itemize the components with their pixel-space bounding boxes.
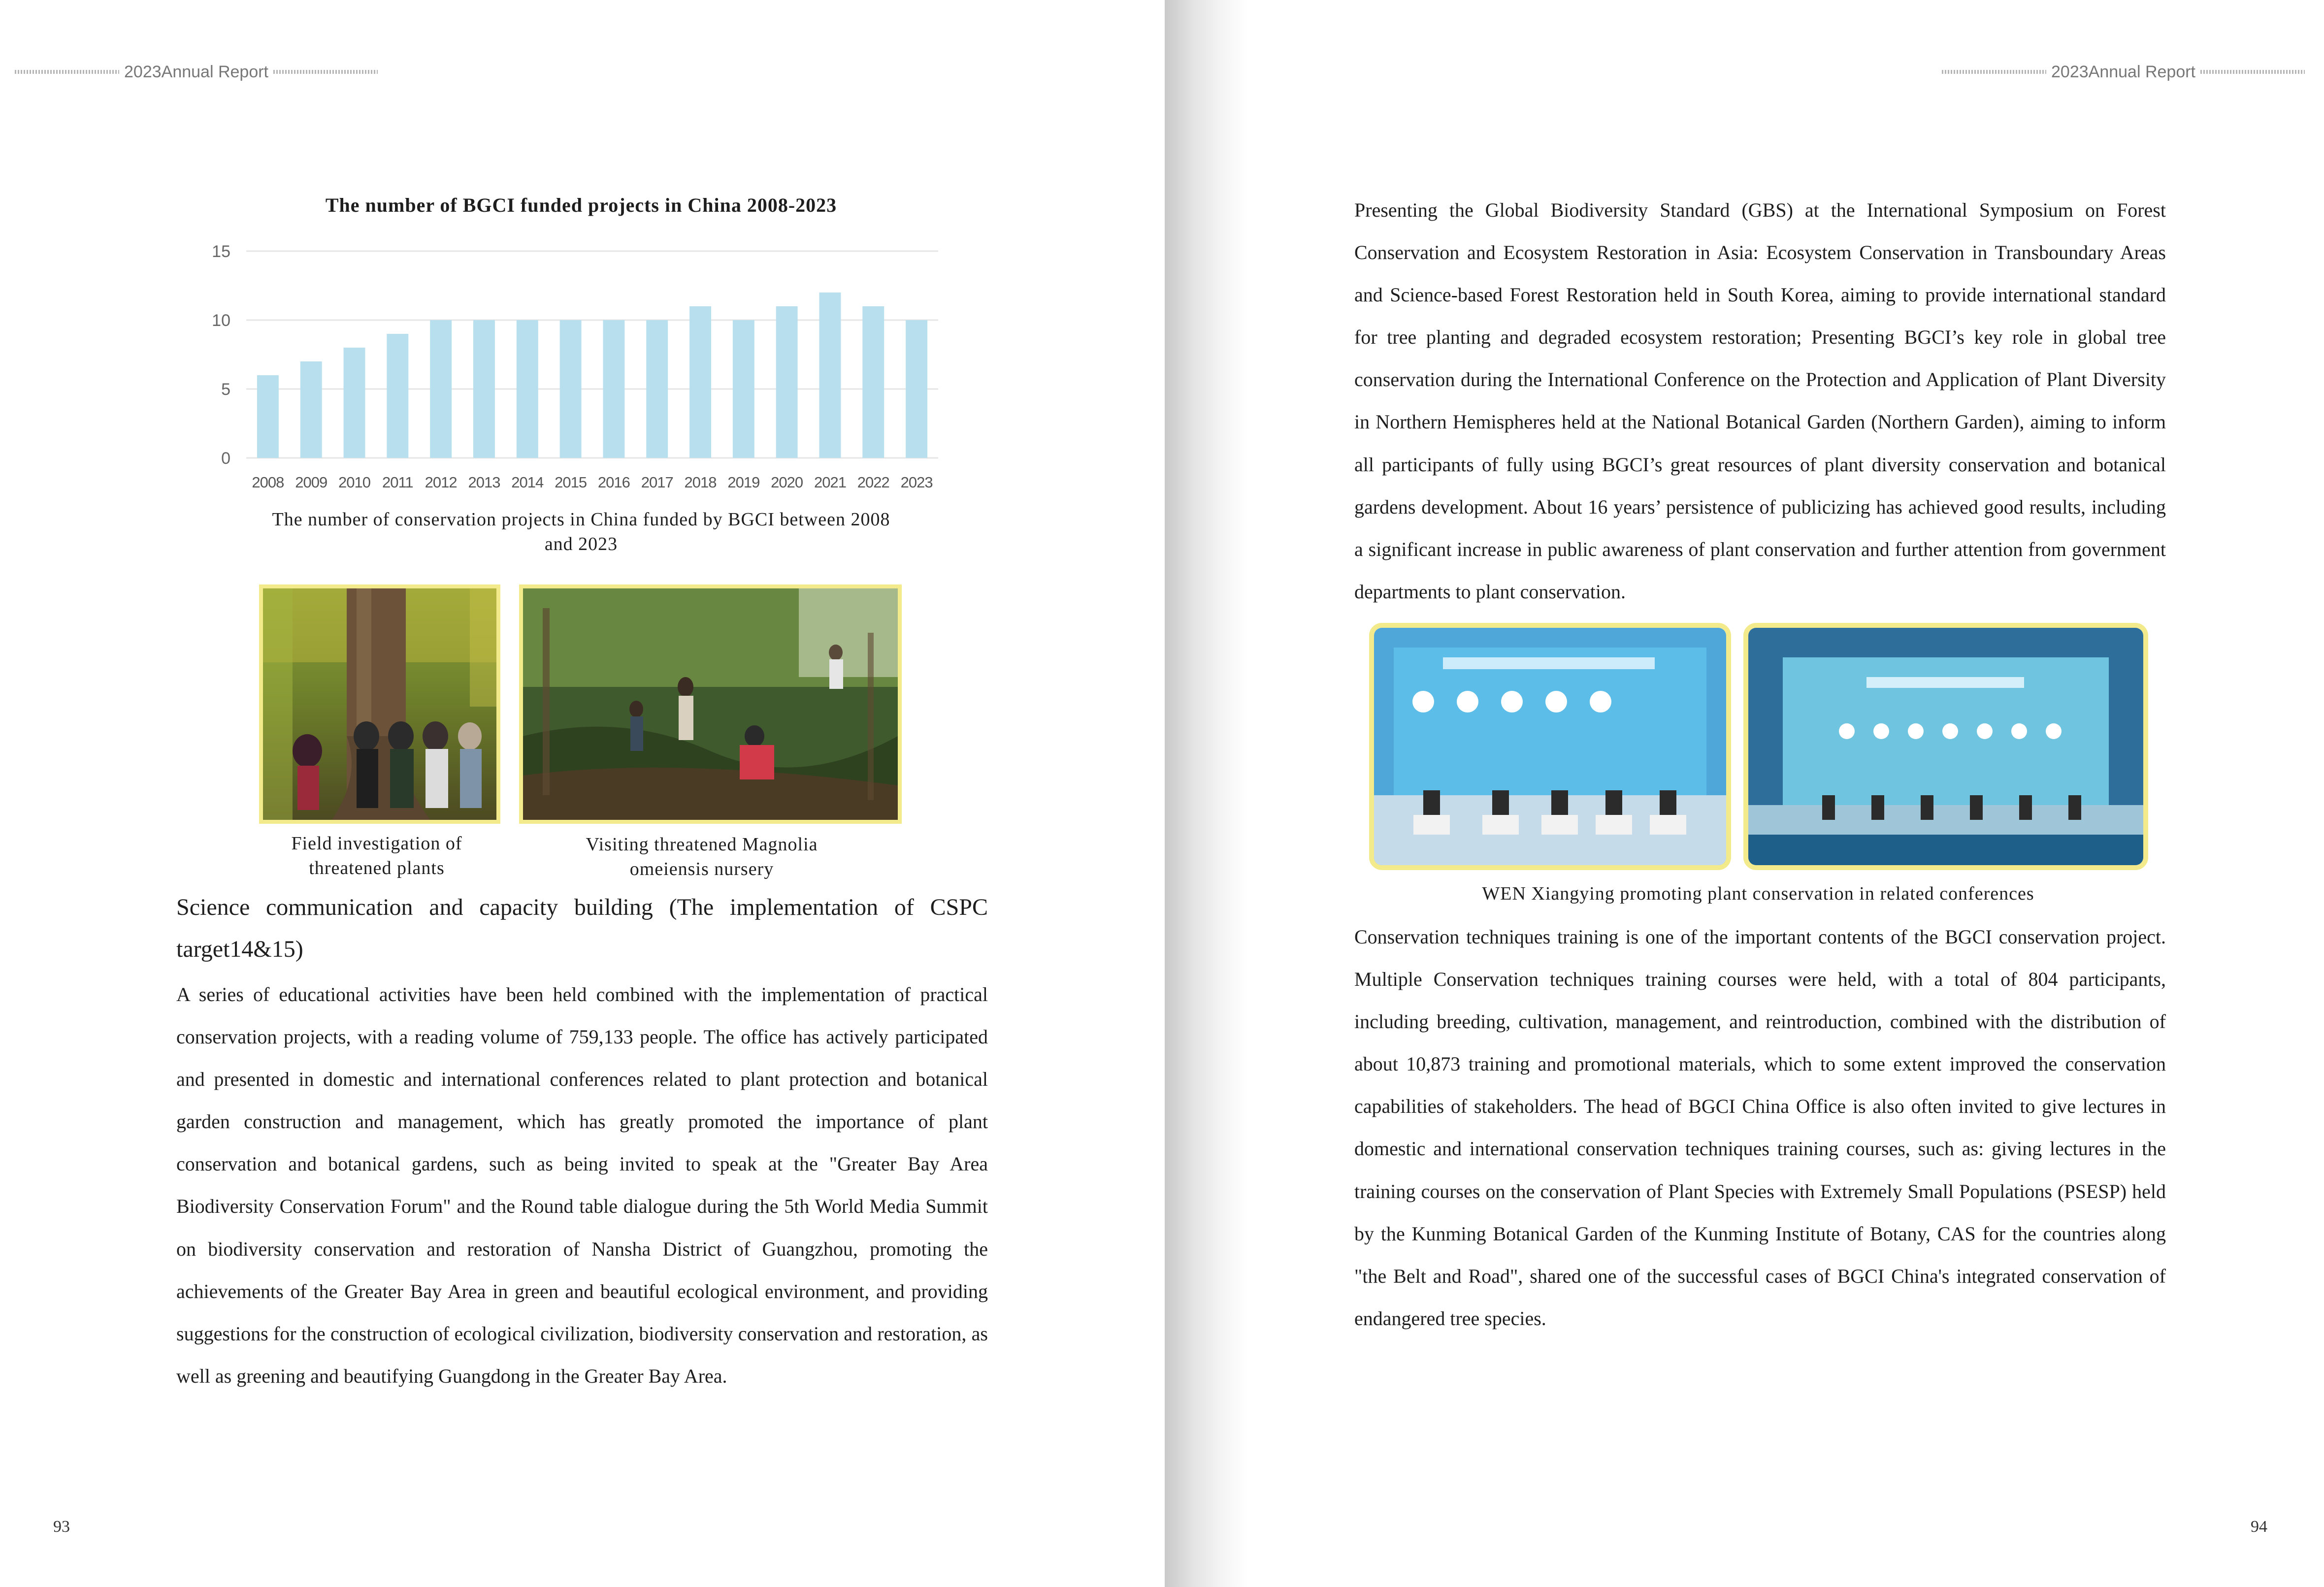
bar-2022 (862, 306, 884, 458)
x-tick-label: 2009 (295, 474, 327, 491)
body-paragraph: Presenting the Global Biodiversity Standard (GBS) at the International Symposium on Forest Conservation and Ecosystem Restoration in Asia: Ecosystem Conservation in Transboundary Areas and Science-based Forest Restoration held in South Korea, aiming to provide international standard for tree planting and degraded ecosystem restoration; Presenting BGCI’s key role in global tree conservation during the International Conference on the Protection and Application of Plant Diversity in Northern Hemispheres held at the National Botanical Garden (Northern Garden), aiming to inform all participants of fully using BGCI’s great resources of plant diversity conservation and botanical gardens development. About 16 years’ persistence of publicizing has achieved good results, including a significant increase in public awareness of plant conservation and further attention from government departments to plant conservation. (1354, 199, 2166, 603)
section-heading: Science communication and capacity building (The implementation of CSPC target14&15) (176, 894, 988, 962)
forest-hillside-image (523, 588, 898, 820)
y-tick-label: 10 (212, 311, 230, 330)
x-tick-label: 2021 (814, 474, 846, 491)
photo-caption-field: Field investigation of threatened plants (291, 833, 462, 878)
x-tick-label: 2018 (684, 474, 717, 491)
x-tick-label: 2015 (555, 474, 587, 491)
page-number: 93 (53, 1518, 70, 1536)
running-head (1942, 61, 2305, 83)
bar-2018 (689, 306, 711, 458)
photo-caption-conferences: WEN Xiangying promoting plant conservation in related conferences (1482, 883, 2034, 904)
bar-2010 (344, 348, 365, 458)
x-tick-label: 2011 (382, 474, 413, 491)
chart-title: The number of BGCI funded projects in China 2008-2023 (325, 194, 837, 216)
bar-2020 (776, 306, 798, 458)
y-tick-label: 5 (221, 380, 230, 399)
body-paragraph: Conservation techniques training is one of the important contents of the BGCI conservation project. Multiple Conservation techniques training courses were held, with a total of 804 participants, including breeding, cultivation, management, and reintroduction, combined with the distribution of about 10,873 training and promotional materials, which to some extent improved the conservation capabilities of stakeholders. The head of BGCI China Office is also often invited to give lectures in domestic and international conservation techniques training courses, such as: giving lectures in the training courses on the conservation of Plant Species with Extremely Small Populations (PSESP) held by the Kunming Botanical Garden of the Kunming Institute of Botany, CAS for the countries along "the Belt and Road", shared one of the successful cases of BGCI China's integrated conservation of endangered tree species. (1354, 926, 2166, 1329)
conference-forum-photo (1743, 623, 2148, 870)
page-number: 94 (2251, 1518, 2267, 1536)
chart-caption: The number of conservation projects in China funded by BGCI between 2008 and 2023 (272, 509, 890, 554)
x-tick-label: 2013 (468, 474, 500, 491)
field-investigation-photo (259, 584, 500, 824)
bar-2013 (473, 320, 495, 458)
decorative-dashes (2200, 70, 2305, 74)
x-tick-label: 2010 (338, 474, 371, 491)
running-head (15, 61, 378, 83)
bar-2016 (603, 320, 624, 458)
x-tick-label: 2017 (641, 474, 673, 491)
conference-stage-image (1374, 628, 1726, 865)
bar-2008 (257, 375, 279, 458)
bar-2014 (517, 320, 538, 458)
y-tick-label: 0 (221, 449, 230, 468)
x-tick-label: 2008 (252, 474, 284, 491)
forest-trees-image (263, 588, 496, 820)
x-tick-label: 2019 (727, 474, 760, 491)
running-head-title: 2023Annual Report (124, 62, 269, 81)
bar-2017 (646, 320, 668, 458)
photo-caption-nursery: Visiting threatened Magnolia omeiensis nursery (586, 834, 818, 879)
bar-2019 (733, 320, 754, 458)
bar-2015 (560, 320, 582, 458)
conference-panel-photo (1369, 623, 1731, 870)
decorative-dashes (1942, 70, 2046, 74)
bar-2011 (387, 334, 408, 458)
y-tick-label: 15 (212, 242, 230, 261)
x-tick-label: 2014 (511, 474, 544, 491)
bar-2021 (819, 292, 841, 458)
bar-2023 (906, 320, 927, 458)
conference-stage-image (1748, 628, 2143, 865)
x-tick-label: 2020 (771, 474, 803, 491)
decorative-dashes (15, 70, 119, 74)
x-tick-label: 2012 (425, 474, 457, 491)
running-head-title: 2023Annual Report (2051, 62, 2196, 81)
bar-2012 (430, 320, 452, 458)
decorative-dashes (273, 70, 378, 74)
x-tick-label: 2022 (857, 474, 889, 491)
x-tick-label: 2016 (597, 474, 630, 491)
right-page (1165, 0, 2324, 1587)
magnolia-nursery-photo (519, 584, 902, 824)
gutter-shadow (1165, 0, 1248, 1587)
body-paragraph: A series of educational activities have been held combined with the implementation of practical conservation projects, with a reading volume of 759,133 people. The office has actively participated and presented in domestic and international conferences related to plant protection and botanical garden construction and management, which has greatly promoted the importance of plant conservation and botanical gardens, such as being invited to speak at the "Greater Bay Area Biodiversity Conservation Forum" and the Round table dialogue during the 5th World Media Summit on biodiversity conservation and restoration of Nansha District of Guangzhou, promoting the achievements of the Greater Bay Area in green and beautiful ecological environment, and providing suggestions for the construction of ecological civilization, biodiversity conservation and restoration, as well as greening and beautifying Guangdong in the Greater Bay Area. (176, 983, 988, 1387)
x-tick-label: 2023 (900, 474, 933, 491)
bar-2009 (300, 361, 322, 458)
